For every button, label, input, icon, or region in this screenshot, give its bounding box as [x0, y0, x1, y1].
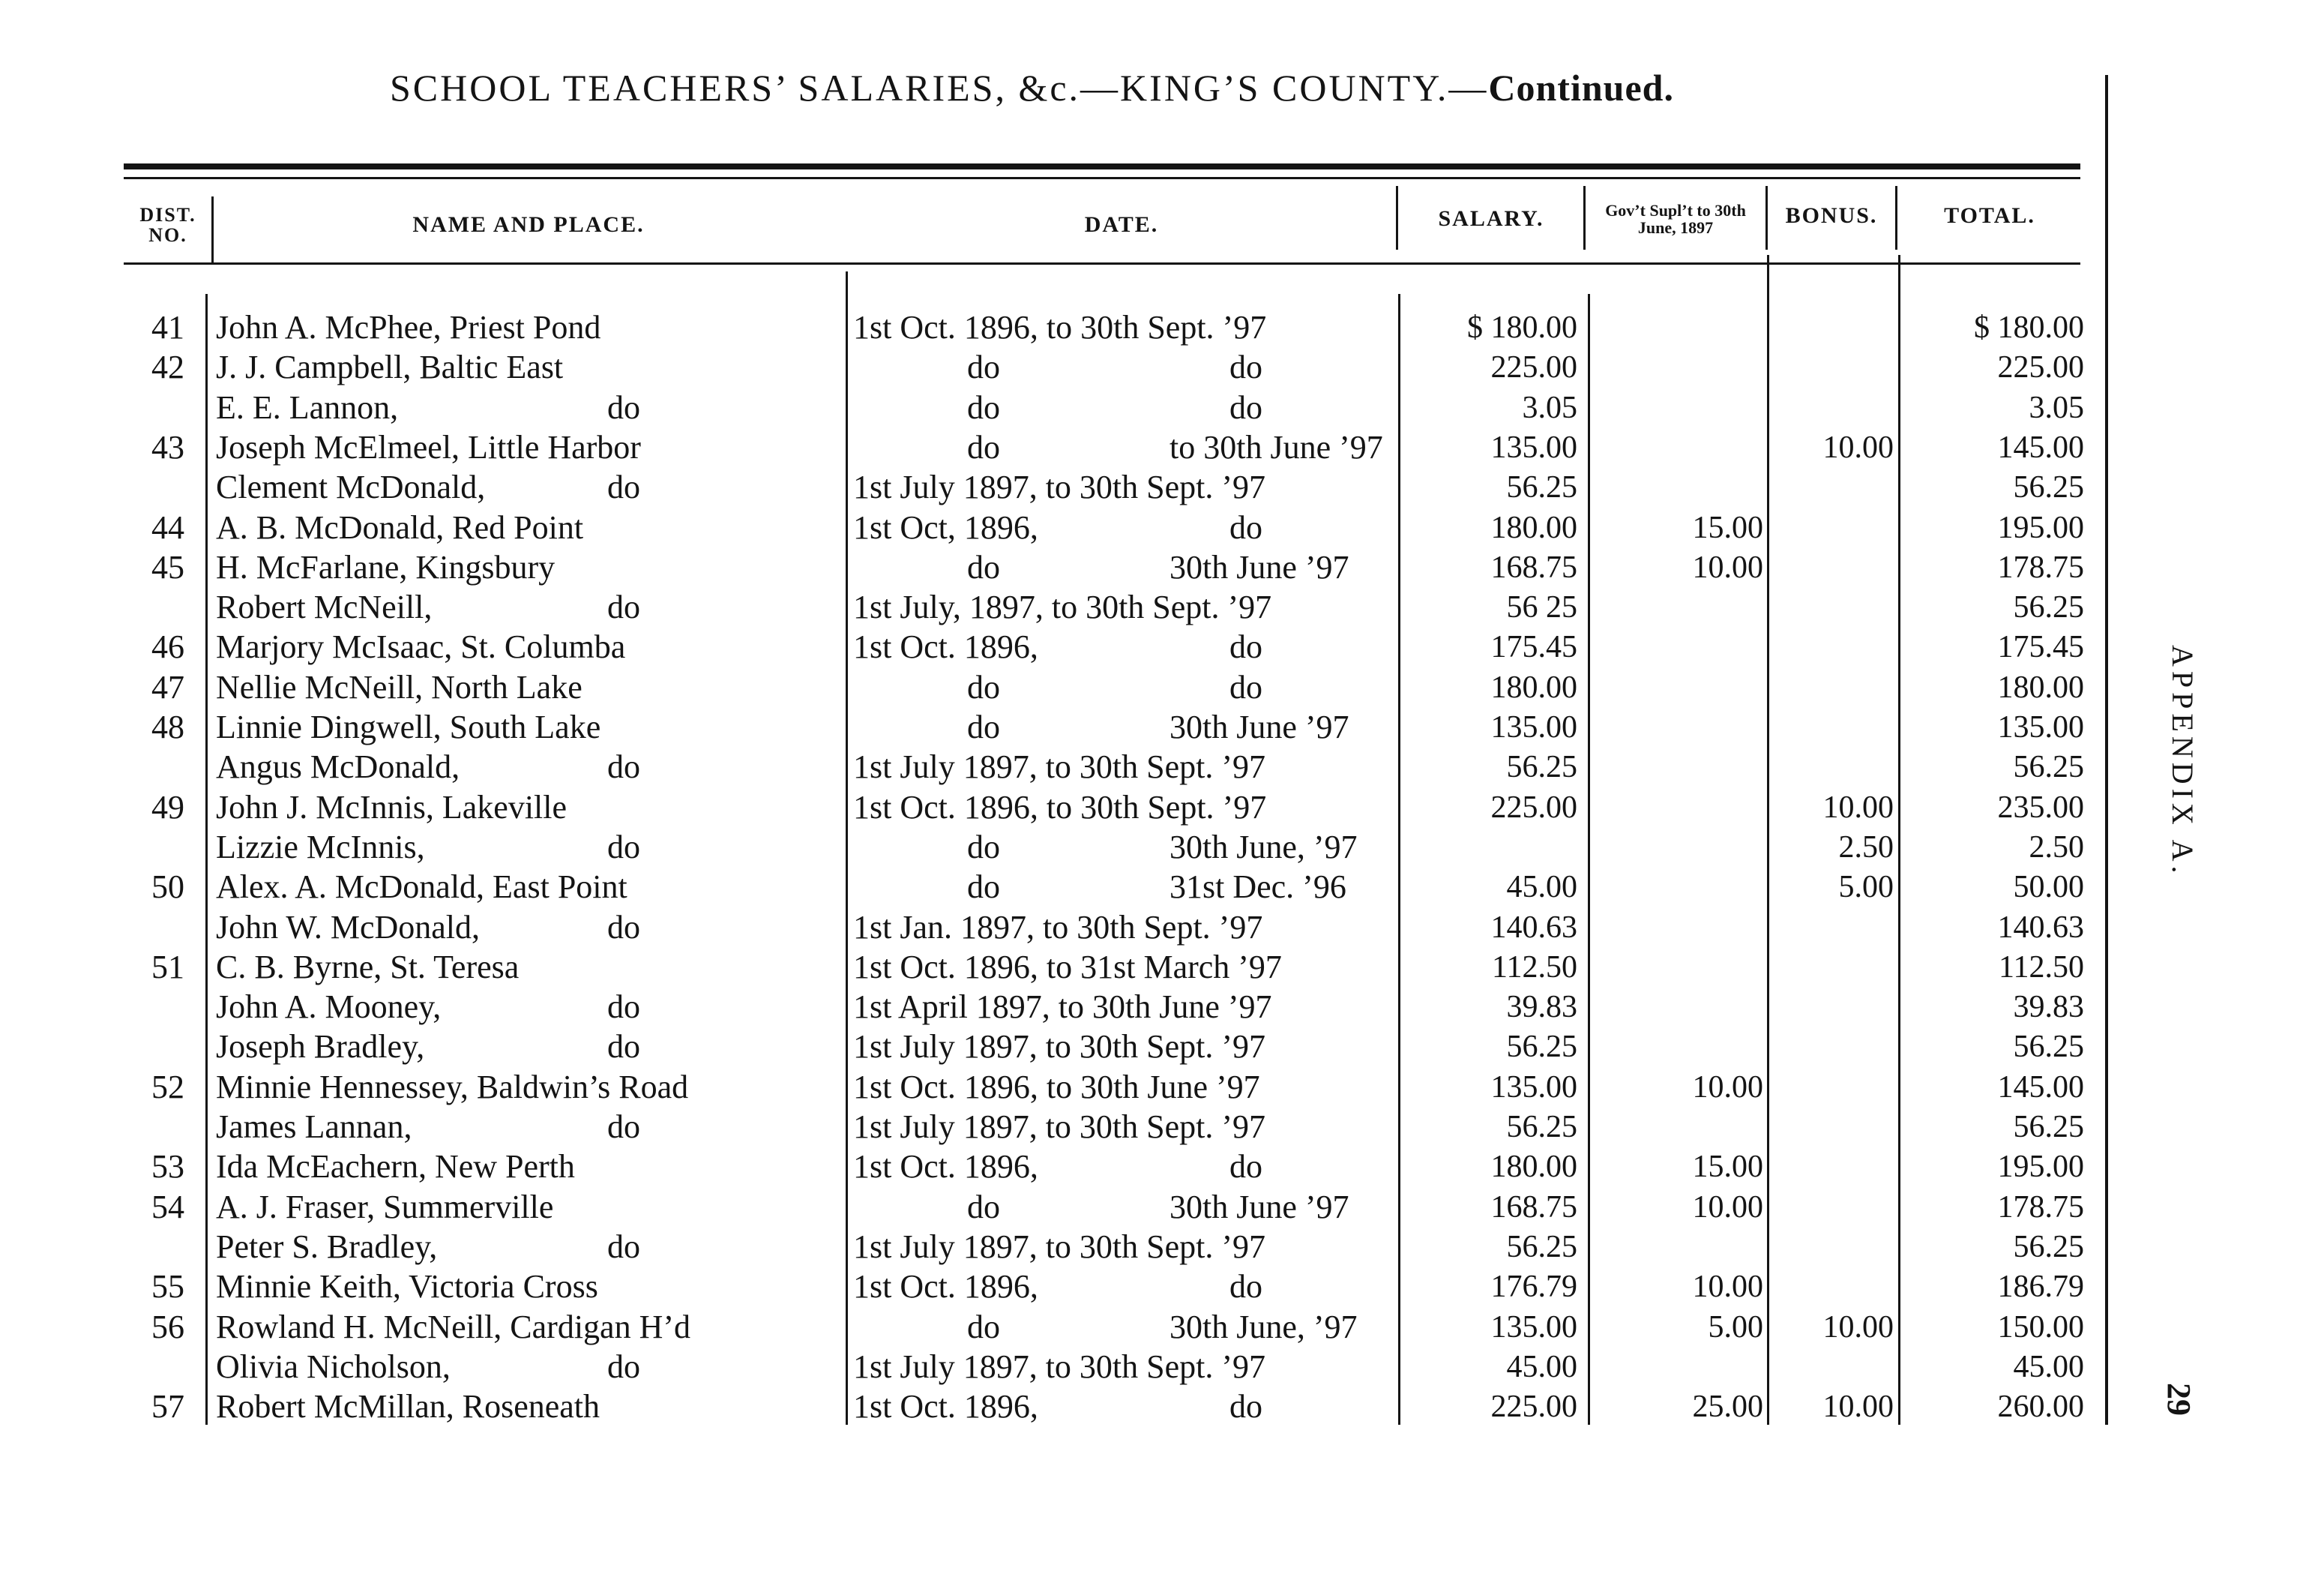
- table-row: [0, 867, 2114, 907]
- dist-no-cell: [126, 1027, 184, 1067]
- salary-cell: 56.25: [1506, 470, 1577, 505]
- table-row: [0, 947, 2114, 988]
- dist-no-cell: 43: [151, 428, 184, 466]
- date-cell: 1st Oct. 1896, to 30th Sept. ’97: [853, 309, 1267, 346]
- bonus-cell: [1769, 1067, 1894, 1108]
- supplement-cell: 10.00: [1692, 550, 1763, 585]
- supplement-cell: [1589, 707, 1763, 748]
- date-cell: do: [967, 388, 1000, 426]
- name-place-cell: Olivia Nicholson,: [216, 1348, 451, 1385]
- table-row: [0, 1267, 2114, 1307]
- dist-no-cell: 54: [151, 1188, 184, 1225]
- table-row: [0, 987, 2114, 1027]
- name-place-cell: Clement McDonald,: [216, 469, 486, 506]
- supplement-cell: 15.00: [1692, 1150, 1763, 1185]
- salary-cell: 175.45: [1490, 630, 1577, 665]
- supplement-cell: [1589, 347, 1763, 388]
- supplement-cell: [1589, 1227, 1763, 1267]
- table-row: [0, 587, 2114, 628]
- header-divider-salary: [1396, 186, 1398, 250]
- appendix-label: APPENDIX A.: [2166, 645, 2200, 878]
- name-do-cell: do: [607, 1228, 640, 1265]
- bonus-cell: [1769, 947, 1894, 988]
- date-to-cell: do: [1229, 388, 1262, 426]
- salary-cell: 56.25: [1506, 1110, 1577, 1144]
- date-cell: 1st July 1897, to 30th Sept. ’97: [853, 469, 1266, 506]
- supplement-cell: 15.00: [1692, 510, 1763, 545]
- date-cell: 1st July 1897, to 30th Sept. ’97: [853, 1028, 1266, 1066]
- total-cell: 186.79: [1997, 1270, 2084, 1305]
- name-do-cell: do: [607, 988, 640, 1026]
- salary-cell: 56.25: [1506, 750, 1577, 785]
- total-cell: 56.25: [2013, 750, 2084, 785]
- salary-cell: 135.00: [1490, 710, 1577, 745]
- dist-no-cell: 57: [151, 1388, 184, 1426]
- salary-cell: 176.79: [1490, 1270, 1577, 1305]
- salary-cell: 112.50: [1492, 949, 1577, 985]
- supplement-cell: [1589, 388, 1763, 428]
- dist-no-cell: 52: [151, 1068, 184, 1105]
- supplement-cell: [1589, 987, 1763, 1027]
- date-to-cell: do: [1229, 628, 1262, 666]
- total-cell: 180.00: [1997, 670, 2084, 705]
- salary-cell: 168.75: [1490, 1189, 1577, 1225]
- total-cell: 50.00: [2013, 870, 2084, 905]
- table-row: [0, 1347, 2114, 1387]
- supplement-cell: [1589, 907, 1763, 948]
- total-cell: 150.00: [1997, 1309, 2084, 1345]
- name-place-cell: John W. McDonald,: [216, 908, 480, 946]
- dist-no-cell: [126, 987, 184, 1027]
- bonus-cell: [1769, 467, 1894, 508]
- page-title-main: SCHOOL TEACHERS’ SALARIES, &c.—KING’S COUNTY.—: [390, 67, 1489, 109]
- date-to-cell: 30th June, ’97: [1169, 1308, 1358, 1345]
- table-row: [0, 1387, 2114, 1427]
- name-place-cell: Minnie Hennessey, Baldwin’s Road: [216, 1068, 689, 1105]
- name-place-cell: Ida McEachern, New Perth: [216, 1148, 575, 1186]
- supplement-cell: [1589, 747, 1763, 787]
- date-cell: do: [967, 868, 1000, 906]
- dist-no-cell: 49: [151, 788, 184, 826]
- table-row: [0, 1027, 2114, 1067]
- name-place-cell: Linnie Dingwell, South Lake: [216, 709, 601, 745]
- header-govt-supplement: Gov’t Supl’t to 30th June, 1897: [1605, 200, 1746, 237]
- bonus-cell: [1769, 587, 1894, 628]
- dist-no-cell: [126, 587, 184, 628]
- date-cell: 1st Oct, 1896,: [853, 508, 1038, 546]
- header-divider-bonus: [1765, 186, 1768, 250]
- dist-no-cell: 55: [151, 1268, 184, 1306]
- bonus-cell: [1769, 667, 1894, 708]
- bonus-cell: 5.00: [1838, 870, 1894, 905]
- date-cell: 1st Oct. 1896, to 30th Sept. ’97: [853, 788, 1267, 826]
- header-dist-no: DIST. NO.: [139, 203, 196, 246]
- date-cell: do: [967, 709, 1000, 745]
- name-place-cell: John J. McInnis, Lakeville: [216, 788, 568, 826]
- bonus-cell: [1769, 747, 1894, 787]
- total-cell: 56.25: [2013, 470, 2084, 505]
- bonus-cell: [1769, 508, 1894, 548]
- name-place-cell: Joseph Bradley,: [216, 1028, 425, 1066]
- date-cell: do: [967, 1308, 1000, 1345]
- supplement-cell: [1589, 1347, 1763, 1387]
- total-cell: 112.50: [1999, 949, 2084, 985]
- bonus-cell: 2.50: [1838, 829, 1894, 865]
- supplement-cell: [1589, 667, 1763, 708]
- header-divider-total: [1895, 186, 1897, 250]
- date-cell: do: [967, 668, 1000, 706]
- salary-cell: 180.00: [1490, 510, 1577, 545]
- salary-cell: 3.05: [1522, 390, 1577, 425]
- dist-no-cell: [126, 467, 184, 508]
- name-place-cell: John A. Mooney,: [216, 988, 442, 1026]
- name-do-cell: do: [607, 1108, 640, 1145]
- header-name-and-place: NAME AND PLACE.: [412, 212, 645, 238]
- total-cell: 2.50: [2029, 829, 2084, 865]
- name-place-cell: A. B. McDonald, Red Point: [216, 508, 584, 546]
- salary-cell: 45.00: [1506, 1349, 1577, 1384]
- bonus-cell: [1769, 1027, 1894, 1067]
- dist-no-cell: 48: [151, 709, 184, 745]
- page-number: 29: [2161, 1383, 2198, 1416]
- date-cell: 1st Jan. 1897, to 30th Sept. ’97: [853, 908, 1263, 946]
- total-cell: 56.25: [2013, 1030, 2084, 1065]
- name-do-cell: do: [607, 908, 640, 946]
- supplement-cell: [1589, 587, 1763, 628]
- salary-cell: 225.00: [1490, 1390, 1577, 1425]
- date-cell: 1st July, 1897, to 30th Sept. ’97: [853, 589, 1272, 626]
- date-to-cell: do: [1229, 349, 1262, 386]
- date-cell: do: [967, 428, 1000, 466]
- page-title: [390, 66, 1674, 109]
- supplement-cell: [1589, 427, 1763, 468]
- salary-cell: $ 180.00: [1467, 310, 1577, 345]
- table-row: [0, 307, 2114, 348]
- name-place-cell: J. J. Campbell, Baltic East: [216, 349, 564, 386]
- bonus-cell: [1769, 388, 1894, 428]
- total-cell: 175.45: [1997, 630, 2084, 665]
- table-row: [0, 547, 2114, 588]
- header-divider-supplement: [1583, 186, 1586, 250]
- name-place-cell: Marjory McIsaac, St. Columba: [216, 628, 626, 666]
- dist-no-cell: [126, 747, 184, 787]
- page-title-continued: Continued.: [1488, 67, 1674, 109]
- total-cell: 260.00: [1997, 1390, 2084, 1425]
- name-do-cell: do: [607, 1348, 640, 1385]
- dist-no-cell: 51: [151, 948, 184, 985]
- name-do-cell: do: [607, 469, 640, 506]
- date-cell: do: [967, 349, 1000, 386]
- header-date: DATE.: [1084, 212, 1159, 238]
- table-row: [0, 1147, 2114, 1187]
- salary-cell: 56.25: [1506, 1030, 1577, 1065]
- date-to-cell: 30th June ’97: [1169, 709, 1349, 745]
- supplement-cell: 25.00: [1692, 1390, 1763, 1425]
- date-cell: 1st Oct. 1896,: [853, 1268, 1038, 1306]
- dist-no-cell: 44: [151, 508, 184, 546]
- header-bonus: BONUS.: [1785, 203, 1878, 229]
- name-place-cell: James Lannan,: [216, 1108, 412, 1145]
- total-cell: $ 180.00: [1974, 310, 2084, 345]
- total-cell: 3.05: [2029, 390, 2084, 425]
- total-cell: 140.63: [1997, 910, 2084, 945]
- dist-no-cell: 45: [151, 548, 184, 586]
- salary-cell: 135.00: [1490, 1309, 1577, 1345]
- total-cell: 235.00: [1997, 790, 2084, 825]
- name-place-cell: Rowland H. McNeill, Cardigan H’d: [216, 1308, 690, 1345]
- salary-cell: [1399, 827, 1577, 868]
- name-place-cell: Peter S. Bradley,: [216, 1228, 438, 1265]
- salary-cell: 135.00: [1490, 430, 1577, 465]
- salary-cell: 56 25: [1506, 590, 1577, 625]
- total-cell: 135.00: [1997, 710, 2084, 745]
- bonus-cell: [1769, 1187, 1894, 1228]
- header-salary: SALARY.: [1438, 206, 1544, 232]
- total-cell: 145.00: [1997, 430, 2084, 465]
- bonus-cell: [1769, 1147, 1894, 1187]
- date-cell: 1st Oct. 1896,: [853, 1148, 1038, 1186]
- name-do-cell: do: [607, 388, 640, 426]
- salary-cell: 135.00: [1490, 1069, 1577, 1105]
- salary-cell: 180.00: [1490, 1150, 1577, 1185]
- name-do-cell: do: [607, 1028, 640, 1066]
- date-to-cell: to 30th June ’97: [1169, 428, 1383, 466]
- name-place-cell: H. McFarlane, Kingsbury: [216, 548, 556, 586]
- name-do-cell: do: [607, 828, 640, 865]
- date-cell: 1st April 1897, to 30th June ’97: [853, 988, 1272, 1026]
- salary-cell: 140.63: [1490, 910, 1577, 945]
- salary-cell: 180.00: [1490, 670, 1577, 705]
- dist-no-cell: 47: [151, 668, 184, 706]
- table-row: [0, 1187, 2114, 1228]
- date-to-cell: 30th June ’97: [1169, 1188, 1349, 1225]
- supplement-cell: [1589, 867, 1763, 907]
- dist-no-cell: 53: [151, 1148, 184, 1186]
- total-cell: 225.00: [1997, 350, 2084, 385]
- bonus-cell: [1769, 1227, 1894, 1267]
- table-row: [0, 427, 2114, 468]
- supplement-cell: [1589, 827, 1763, 868]
- table-row: [0, 1227, 2114, 1267]
- name-place-cell: Alex. A. McDonald, East Point: [216, 868, 627, 906]
- date-cell: 1st July 1897, to 30th Sept. ’97: [853, 1348, 1266, 1385]
- bonus-cell: [1769, 707, 1894, 748]
- salary-cell: 45.00: [1506, 870, 1577, 905]
- total-cell: 56.25: [2013, 1110, 2084, 1144]
- dist-no-cell: [126, 1107, 184, 1147]
- dist-no-cell: 46: [151, 628, 184, 666]
- date-to-cell: do: [1229, 508, 1262, 546]
- supplement-cell: 10.00: [1692, 1069, 1763, 1105]
- dist-no-cell: 42: [151, 349, 184, 386]
- date-cell: do: [967, 548, 1000, 586]
- supplement-cell: [1589, 307, 1763, 348]
- dist-no-cell: [126, 827, 184, 868]
- supplement-cell: [1589, 467, 1763, 508]
- name-place-cell: Joseph McElmeel, Little Harbor: [216, 428, 641, 466]
- salary-cell: 225.00: [1490, 350, 1577, 385]
- table-row: [0, 1067, 2114, 1108]
- table-row: [0, 907, 2114, 948]
- supplement-cell: [1589, 1107, 1763, 1147]
- total-cell: 39.83: [2013, 990, 2084, 1025]
- bonus-cell: [1769, 987, 1894, 1027]
- name-place-cell: Robert McNeill,: [216, 589, 433, 626]
- total-cell: 56.25: [2013, 1229, 2084, 1264]
- dist-no-cell: [126, 1227, 184, 1267]
- date-cell: 1st Oct. 1896, to 30th June ’97: [853, 1068, 1260, 1105]
- table-top-rule-thick: [124, 163, 2080, 169]
- name-place-cell: C. B. Byrne, St. Teresa: [216, 948, 520, 985]
- date-to-cell: do: [1229, 668, 1262, 706]
- bonus-cell: [1769, 307, 1894, 348]
- date-cell: 1st July 1897, to 30th Sept. ’97: [853, 1228, 1266, 1265]
- salary-cell: 39.83: [1506, 990, 1577, 1025]
- table-row: [0, 667, 2114, 708]
- total-cell: 195.00: [1997, 510, 2084, 545]
- table-row: [0, 508, 2114, 548]
- supplement-cell: 5.00: [1708, 1309, 1763, 1345]
- date-to-cell: do: [1229, 1148, 1262, 1186]
- dist-no-cell: 41: [151, 309, 184, 346]
- total-cell: 45.00: [2013, 1349, 2084, 1384]
- date-cell: 1st July 1897, to 30th Sept. ’97: [853, 1108, 1266, 1145]
- table-row: [0, 1107, 2114, 1147]
- date-to-cell: 31st Dec. ’96: [1169, 868, 1346, 906]
- bonus-cell: [1769, 547, 1894, 588]
- date-cell: do: [967, 1188, 1000, 1225]
- supplement-cell: 10.00: [1692, 1270, 1763, 1305]
- supplement-cell: [1589, 787, 1763, 828]
- dist-no-cell: 50: [151, 868, 184, 906]
- date-to-cell: 30th June, ’97: [1169, 828, 1358, 865]
- date-cell: do: [967, 828, 1000, 865]
- name-place-cell: A. J. Fraser, Summerville: [216, 1188, 554, 1225]
- table-row: [0, 467, 2114, 508]
- bonus-cell: [1769, 907, 1894, 948]
- bonus-cell: 10.00: [1822, 430, 1894, 465]
- supplement-cell: 10.00: [1692, 1189, 1763, 1225]
- bonus-cell: [1769, 627, 1894, 667]
- table-row: [0, 347, 2114, 388]
- table-row: [0, 787, 2114, 828]
- name-place-cell: Angus McDonald,: [216, 748, 460, 786]
- supplement-cell: [1589, 1027, 1763, 1067]
- dist-no-cell: [126, 388, 184, 428]
- bonus-cell: [1769, 1347, 1894, 1387]
- date-cell: 1st Oct. 1896, to 31st March ’97: [853, 948, 1282, 985]
- table-row: [0, 388, 2114, 428]
- name-do-cell: do: [607, 589, 640, 626]
- date-to-cell: do: [1229, 1388, 1262, 1426]
- bonus-cell: 10.00: [1822, 1390, 1894, 1425]
- name-place-cell: Minnie Keith, Victoria Cross: [216, 1268, 598, 1306]
- table-row: [0, 627, 2114, 667]
- header-total: TOTAL.: [1944, 203, 2035, 229]
- name-place-cell: Lizzie McInnis,: [216, 828, 425, 865]
- dist-no-cell: 56: [151, 1308, 184, 1345]
- date-to-cell: do: [1229, 1268, 1262, 1306]
- name-place-cell: E. E. Lannon,: [216, 388, 399, 426]
- table-row: [0, 747, 2114, 787]
- salary-cell: 56.25: [1506, 1229, 1577, 1264]
- total-cell: 145.00: [1997, 1069, 2084, 1105]
- date-cell: 1st Oct. 1896,: [853, 1388, 1038, 1426]
- bonus-cell: 10.00: [1822, 790, 1894, 825]
- supplement-cell: [1589, 627, 1763, 667]
- salary-cell: 168.75: [1490, 550, 1577, 585]
- total-cell: 178.75: [1997, 550, 2084, 585]
- name-do-cell: do: [607, 748, 640, 786]
- supplement-cell: [1589, 947, 1763, 988]
- bonus-cell: 10.00: [1822, 1309, 1894, 1345]
- dist-no-cell: [126, 907, 184, 948]
- table-row: [0, 707, 2114, 748]
- table-row: [0, 1307, 2114, 1348]
- name-place-cell: Robert McMillan, Roseneath: [216, 1388, 600, 1426]
- total-cell: 178.75: [1997, 1189, 2084, 1225]
- bonus-cell: [1769, 1267, 1894, 1307]
- name-place-cell: John A. McPhee, Priest Pond: [216, 309, 601, 346]
- table-row: [0, 827, 2114, 868]
- bonus-cell: [1769, 347, 1894, 388]
- dist-no-cell: [126, 1347, 184, 1387]
- bonus-cell: [1769, 1107, 1894, 1147]
- date-cell: 1st July 1897, to 30th Sept. ’97: [853, 748, 1266, 786]
- total-cell: 195.00: [1997, 1150, 2084, 1185]
- salary-cell: 225.00: [1490, 790, 1577, 825]
- name-place-cell: Nellie McNeill, North Lake: [216, 668, 582, 706]
- total-cell: 56.25: [2013, 590, 2084, 625]
- date-cell: 1st Oct. 1896,: [853, 628, 1038, 666]
- date-to-cell: 30th June ’97: [1169, 548, 1349, 586]
